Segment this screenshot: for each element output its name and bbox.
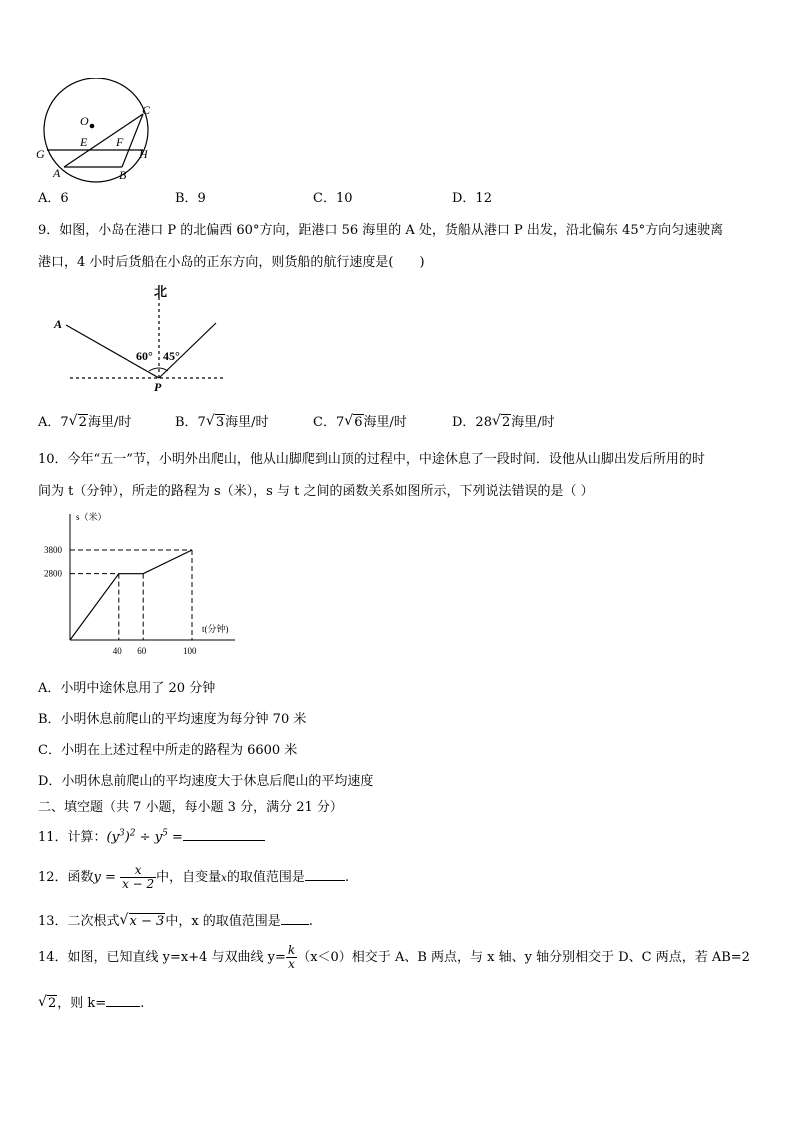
q8-circle-figure [30,78,160,183]
label-north: 北 [154,284,168,299]
q9-option-c [313,411,407,430]
x-axis-label: t(分钟) [202,624,229,634]
y-tick-label: 3800 [44,545,62,555]
q14-end: . [140,996,145,1011]
q13-prefix: 13．二次根式 [38,914,120,929]
q11-div: ÷ [139,830,151,845]
label-P: P [154,380,162,393]
q9-option-a-unit: 海里/时 [87,415,132,430]
q14-prefix: 14．如图，已知直线 y=x+4 与双曲线 y= [38,950,286,965]
label-angle-60: 60° [136,349,153,363]
q9-line1: 9．如图，小岛在港口 P 的北偏西 60°方向，距港口 56 海里的 A 处，货船从港口 P 出发，沿北偏东 45°方向匀速驶离 [38,223,724,238]
series-line [70,550,192,640]
q14-sqrt-icon: √ 2 [38,994,57,1011]
q9-option-b-label: B．7 [175,415,206,430]
sqrt-icon: √ 2 [491,413,511,430]
q14-answer-blank[interactable] [106,994,140,1007]
q11-expr2: $y^5$ [154,828,168,845]
chord-AC [64,114,143,167]
q14-line2 [38,992,144,1011]
q12-fraction: $\frac{x}{x - 2}$ [122,863,155,891]
q11-expr: $(y^3)^2$ [106,828,136,845]
q12-mid: 中，自变量 [156,870,222,885]
q9-option-d-label: D．28 [452,415,492,430]
q14-suffix: （x＜0）相交于 A、B 两点，与 x 轴、y 轴分别相交于 D、C 两点，若 AB=2 [297,950,750,965]
q10-option-d: D．小明休息前爬山的平均速度大于休息后爬山的平均速度 [38,774,374,789]
label-F: F [116,135,124,149]
q12-prefix: 12．函数 [38,870,94,885]
q14-line1 [38,944,750,971]
q12-end: . [344,870,349,885]
q9-compass-figure [48,283,233,393]
sqrt-icon: √ 6 [344,413,363,430]
q10-option-a: A．小明中途休息用了 20 分钟 [38,681,216,696]
center-point [90,124,95,129]
x-tick-label: 60 [137,646,147,656]
y-axis-label: s（米） [76,512,107,522]
sqrt-icon: √ 2 [68,413,87,430]
q11 [38,826,265,845]
q11-answer-blank[interactable] [183,828,265,841]
q13-answer-blank[interactable] [281,912,309,925]
q12-answer-blank[interactable] [305,868,345,881]
label-H: H [139,147,148,161]
q13-end: . [308,914,313,929]
q12-var: x [221,873,227,884]
label-A: A [54,317,63,331]
q13 [38,910,313,929]
q10-line1: 10．今年“五一”节，小明外出爬山，他从山脚爬到山顶的过程中，中途休息了一段时间．设他从山脚出发后所用的时 [38,452,705,467]
q14-line2-text: ，则 k= [57,996,107,1011]
q10-option-b: B．小明休息前爬山的平均速度为每分钟 70 米 [38,712,307,727]
q9-option-d [452,411,555,430]
sqrt-icon: √ 3 [205,413,225,430]
y-tick-label: 2800 [44,568,62,579]
label-O: O [80,114,89,128]
q10-distance-time-chart [30,508,240,660]
label-E: E [80,135,88,149]
q9-option-c-label: C．7 [313,415,345,430]
q11-prefix: 11．计算： [38,830,107,845]
x-tick-label: 40 [112,646,122,656]
q12-lhs: y = [93,870,116,885]
q9-option-a-label: A．7 [38,415,69,430]
label-C: C [142,103,151,117]
q9-option-b-unit: 海里/时 [225,415,269,430]
q9-line2: 港口，4 小时后货船在小岛的正东方向，则货船的航行速度是( ) [38,255,425,270]
q9-option-c-unit: 海里/时 [363,415,407,430]
q13-sqrt-icon: √ x − 3 [119,912,165,929]
label-A: A [53,166,61,180]
q8-option-d: D．12 [452,191,492,206]
q10-option-c: C．小明在上述过程中所走的路程为 6600 米 [38,743,298,758]
q8-option-c: C．10 [313,191,353,206]
x-tick-label: 100 [183,646,197,656]
q10-line2: 间为 t（分钟），所走的路程为 s（米），s 与 t 之间的函数关系如图所示，下列说法错误的是（ ） [38,484,594,499]
q12-suffix: 的取值范围是 [226,870,305,885]
q9-option-d-unit: 海里/时 [511,415,555,430]
q13-mid: 中，x 的取值范围是 [165,914,281,929]
q11-eq: = [171,830,183,845]
label-G: G [36,147,45,161]
q8-option-a: A．6 [38,191,69,206]
label-B: B [119,168,127,182]
q8-option-b: B．9 [175,191,206,206]
label-angle-45: 45° [163,349,180,363]
q14-fraction: $\frac{k}{x}$ [287,943,296,971]
q12 [38,864,349,891]
section-heading: 二、填空题（共 7 小题，每小题 3 分，满分 21 分） [38,800,343,815]
q9-option-a [38,411,131,430]
q9-option-b [175,411,269,430]
